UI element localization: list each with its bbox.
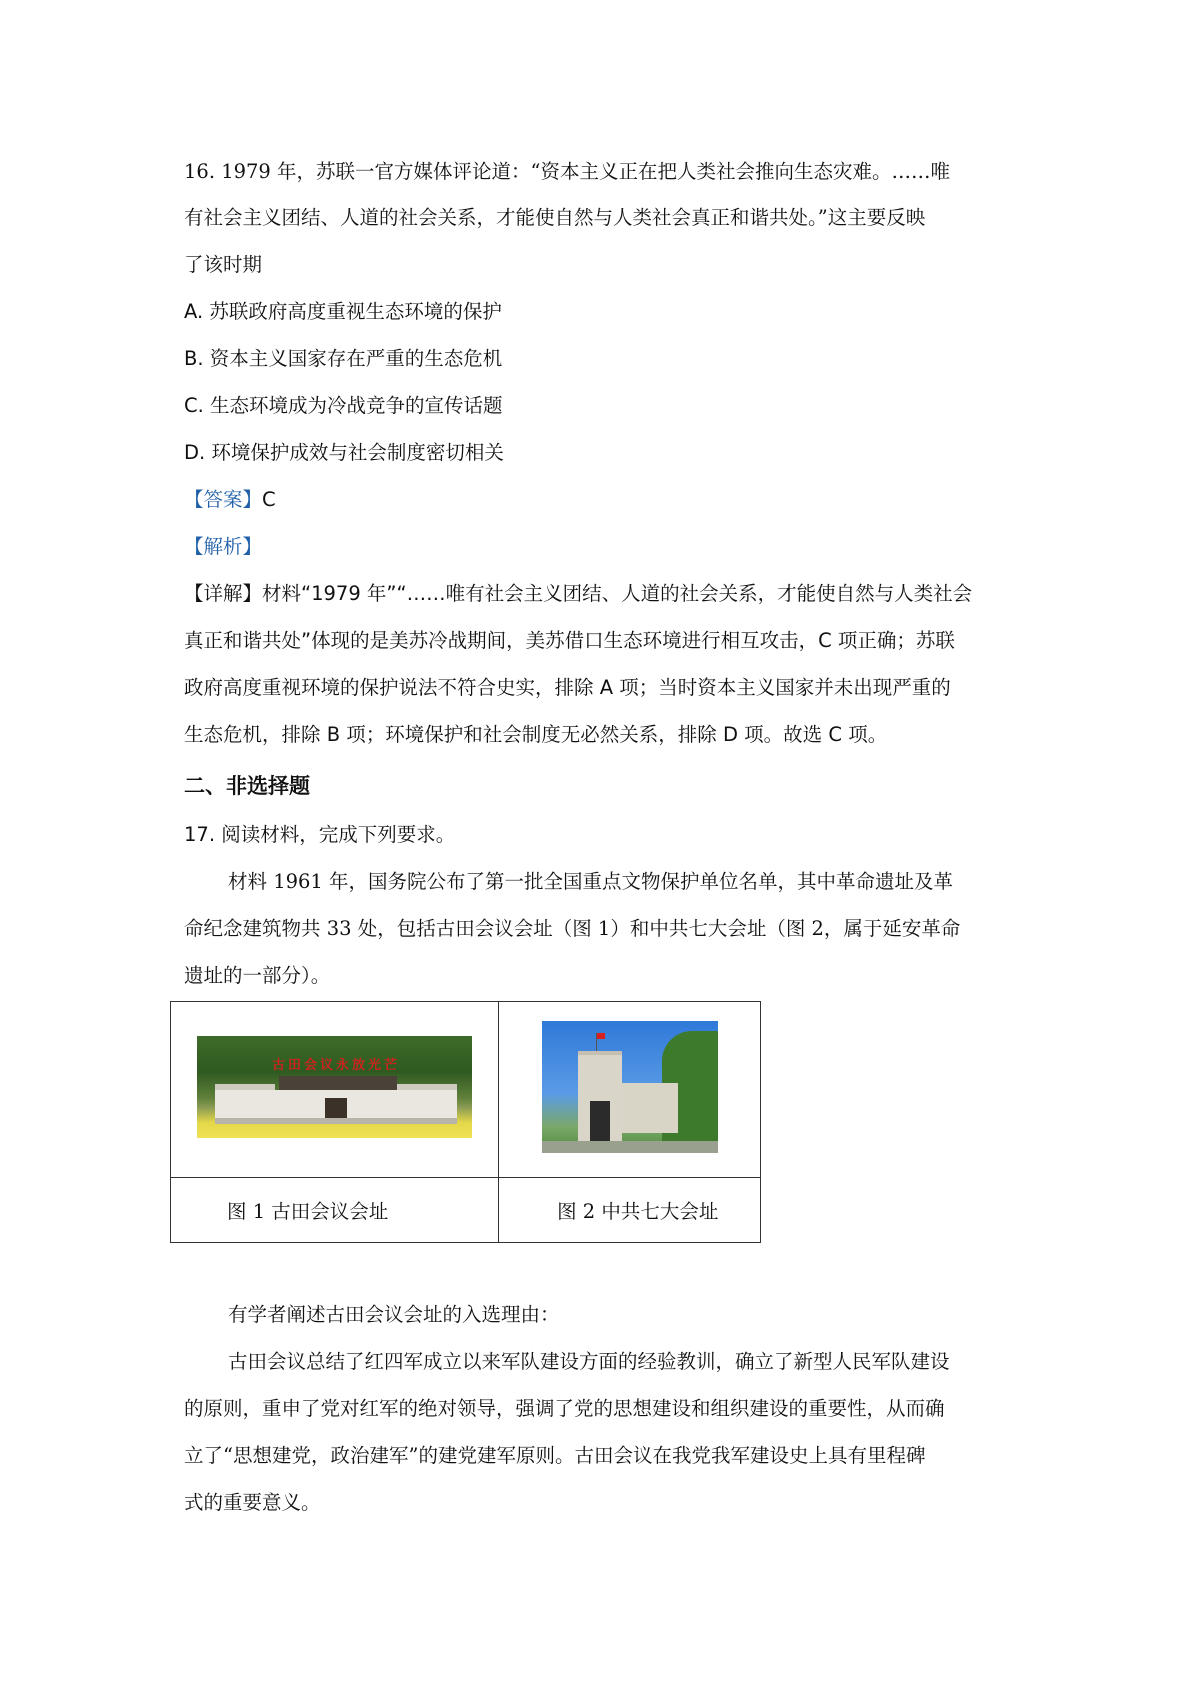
q16-option-d: D. 环境保护成效与社会制度密切相关 (184, 441, 504, 464)
q16-stem-line-3: 了该时期 (184, 253, 263, 276)
figure-1-cell (171, 1002, 499, 1178)
after-line-4: 立了“思想建党，政治建军”的建党建军原则。古田会议在我党我军建设史上具有里程碑 (184, 1444, 926, 1467)
after-line-2: 古田会议总结了红四军成立以来军队建设方面的经验教训，确立了新型人民军队建设 (228, 1350, 950, 1373)
figure-2-cell (499, 1002, 761, 1178)
answer-value: C (262, 488, 276, 511)
q17-material-line-3: 遗址的一部分）。 (184, 964, 331, 987)
detail-line-4: 生态危机，排除 B 项；环境保护和社会制度无必然关系，排除 D 项。故选 C 项。 (184, 723, 888, 746)
figure-table (170, 1001, 761, 1243)
q17-stem: 17. 阅读材料，完成下列要求。 (184, 823, 456, 846)
q16-option-b: B. 资本主义国家存在严重的生态危机 (184, 347, 503, 370)
after-line-3: 的原则，重申了党对红军的绝对领导，强调了党的思想建设和组织建设的重要性，从而确 (184, 1397, 945, 1420)
analysis-label: 【解析】 (184, 535, 263, 558)
figure-2-caption: 图 2 中共七大会址 (499, 1178, 761, 1243)
q17-material-line-2: 命纪念建筑物共 33 处，包括古田会议会址（图 1）和中共七大会址（图 2，属于延安革命 (184, 917, 961, 940)
section-heading: 二、非选择题 (184, 774, 310, 798)
after-line-1: 有学者阐述古田会议会址的入选理由： (228, 1303, 560, 1326)
detail-line-2: 真正和谐共处”体现的是美苏冷战期间，美苏借口生态环境进行相互攻击，C 项正确；苏联 (184, 629, 955, 652)
answer-label: 【答案】 (184, 488, 263, 511)
q17-material-line-1: 材料 1961 年，国务院公布了第一批全国重点文物保护单位名单，其中革命遗址及革 (228, 870, 954, 893)
q16-answer (184, 485, 276, 515)
q16-stem-line-1: 16. 1979 年，苏联一官方媒体评论道：“资本主义正在把人类社会推向生态灾难。……唯 (184, 160, 951, 183)
gutian-site-photo (197, 1036, 472, 1138)
q16-option-c: C. 生态环境成为冷战竞争的宣传话题 (184, 394, 503, 417)
q16-option-a: A. 苏联政府高度重视生态环境的保护 (184, 300, 502, 323)
detail-line-1: 【详解】材料“1979 年”“……唯有社会主义团结、人道的社会关系，才能使自然与人类社会 (184, 582, 973, 605)
gutian-sign: 古田会议永放光芒 (272, 1058, 401, 1073)
q16-stem-line-2: 有社会主义团结、人道的社会关系，才能使自然与人类社会真正和谐共处。”这主要反映 (184, 206, 926, 229)
figure-1-caption: 图 1 古田会议会址 (171, 1178, 499, 1243)
after-line-5: 式的重要意义。 (184, 1491, 321, 1514)
seventh-congress-photo (542, 1021, 718, 1153)
detail-line-3: 政府高度重视环境的保护说法不符合史实，排除 A 项；当时资本主义国家并未出现严重的 (184, 676, 951, 699)
